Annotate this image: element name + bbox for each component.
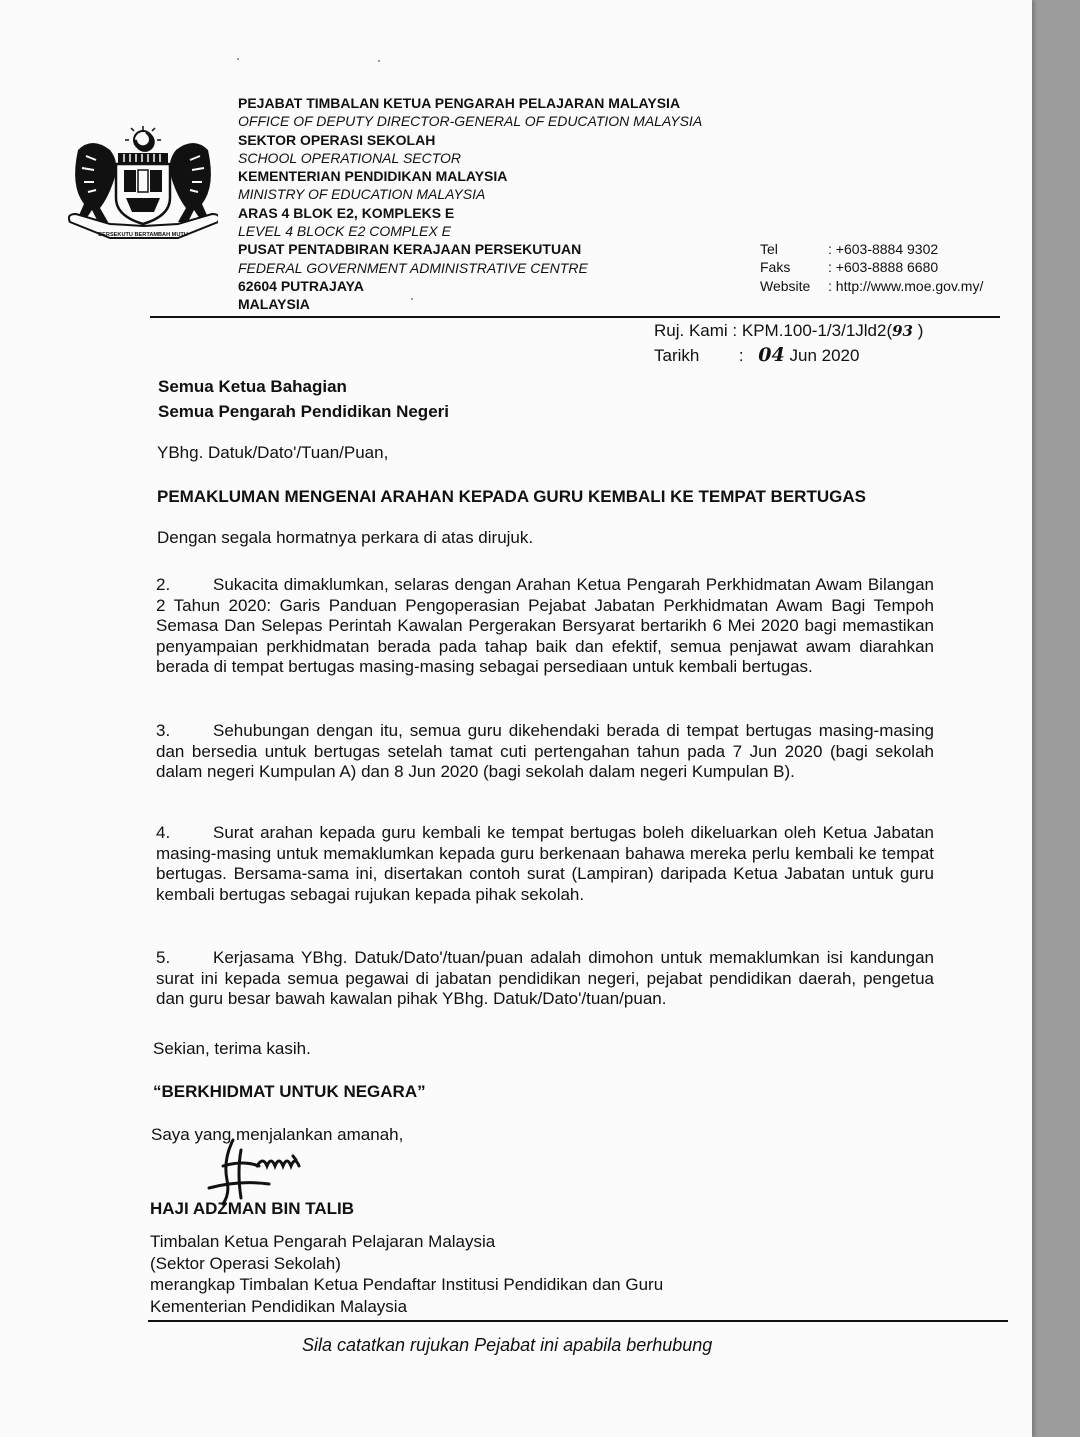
letterhead-line: ARAS 4 BLOK E2, KOMPLEKS E [238, 204, 455, 221]
date-month-year: Jun 2020 [789, 346, 860, 365]
tel-label: Tel [760, 241, 778, 257]
signatory-title: Kementerian Pendidikan Malaysia [150, 1296, 408, 1316]
signatory-name: HAJI ADZMAN BIN TALIB [150, 1199, 354, 1218]
sign-off: Saya yang menjalankan amanah, [151, 1125, 404, 1144]
fax-label: Faks [760, 259, 791, 276]
paragraph-text: Surat arahan kepada guru kembali ke tempat bertugas boleh dikeluarkan oleh Ketua Jabatan masing-masing untuk memaklumkan kepada guru berkenaan bahawa mereka perlu kembali ke tempat bertugas. Bersama-sama ini, disertakan contoh surat (Lampiran) daripada Ketua Jabatan untuk guru kembali bertugas sebagai rujukan kepada pihak sekolah. [156, 823, 934, 904]
letterhead-line: PEJABAT TIMBALAN KETUA PENGARAH PELAJARAN MALAYSIA [238, 95, 681, 111]
paragraph-text: Sukacita dimaklumkan, selaras dengan Arahan Ketua Pengarah Perkhidmatan Awam Bilangan 2 Tahun 2020: Garis Panduan Pengoperasian Pejabat Jabatan Perkhidmatan Awam Bagi Tempoh Semasa Dan Selepas Perintah Kawalan Pergerakan Bersyarat bertarikh 6 Mei 2020 bagi memastikan penyampaian perkhidmatan berada pada tahap baik dan efektif, semua penjawat awam diarahkan berada di tempat bertugas masing-masing sebagai persediaan untuk kembali bertugas. [156, 575, 934, 677]
contact-labels [760, 240, 810, 295]
recipients [158, 374, 449, 424]
ref-value: KPM.100-1/3/1Jld2( [741, 321, 893, 340]
fax-value: : +603-8888 6680 [828, 259, 939, 276]
letterhead-line: OFFICE OF DEPUTY DIRECTOR-GENERAL OF EDUCATION MALAYSIA [238, 113, 703, 130]
footer-divider [148, 1320, 1008, 1322]
letterhead-line: KEMENTERIAN PENDIDIKAN MALAYSIA [238, 168, 508, 185]
date-colon: : [738, 346, 744, 365]
scan-speck [237, 58, 239, 60]
opening-line: Dengan segala hormatnya perkara di atas dirujuk. [157, 528, 534, 547]
salutation: YBhg. Datuk/Dato'/Tuan/Puan, [157, 443, 389, 462]
paragraph-5 [156, 948, 934, 1010]
paragraph-number: 3. [156, 721, 171, 740]
signatory-title: Timbalan Ketua Pengarah Pelajaran Malaysia [150, 1232, 496, 1251]
letterhead-line: MINISTRY OF EDUCATION MALAYSIA [238, 186, 486, 203]
paragraph-number: 5. [156, 948, 171, 967]
contact-values [828, 240, 983, 295]
footer-note: Sila catatkan rujukan Pejabat ini apabila berhubung [302, 1335, 713, 1355]
date-day-handwritten: 04 [758, 344, 785, 366]
letterhead-line: SCHOOL OPERATIONAL SECTOR [238, 149, 462, 166]
paragraph-text: Sehubungan dengan itu, semua guru dikehendaki berada di tempat bertugas masing-masing dan bersedia untuk bertugas setelah tamat cuti pertengahan tahun pada 7 Jun 2020 (bagi sekolah dalam negeri Kumpulan A) dan 8 Jun 2020 (bagi sekolah dalam negeri Kumpulan B). [156, 721, 934, 782]
paragraph-4 [156, 823, 934, 905]
letterhead-line: MALAYSIA [238, 296, 310, 313]
signatory-titles [150, 1231, 663, 1317]
signatory-title: merangkap Timbalan Ketua Pendaftar Institusi Pendidikan dan Guru [150, 1275, 664, 1294]
handwritten-signature-icon [205, 1136, 325, 1206]
malaysia-coat-of-arms-icon [68, 126, 218, 248]
letterhead-line: FEDERAL GOVERNMENT ADMINISTRATIVE CENTRE [238, 259, 588, 276]
ref-handwritten-number: 93 [892, 322, 913, 340]
scan-speck [378, 60, 380, 62]
website-value: : http://www.moe.gov.my/ [828, 277, 984, 294]
header-divider [150, 316, 1000, 318]
recipient: Semua Ketua Bahagian [158, 377, 347, 396]
letterhead-line: SEKTOR OPERASI SEKOLAH [238, 131, 436, 148]
date-label: Tarikh [654, 346, 700, 365]
signatory-title: (Sektor Operasi Sekolah) [150, 1253, 341, 1273]
crest-motto: BERSEKUTU BERTAMBAH MUTU [98, 232, 188, 238]
closing-line: Sekian, terima kasih. [153, 1039, 311, 1058]
recipient: Semua Pengarah Pendidikan Negeri [158, 402, 449, 421]
ref-label: Ruj. Kami : [654, 321, 738, 340]
ref-close: ) [917, 321, 924, 340]
paragraph-text: Kerjasama YBhg. Datuk/Dato'/tuan/puan adalah dimohon untuk memaklumkan isi kandungan surat ini kepada semua pegawai di jabatan pendidikan negeri, pejabat pendidikan daerah, pengetua dan guru besar bawah kawalan pihak YBhg. Datuk/Dato'/tuan/puan. [156, 948, 934, 1009]
tel-value: : +603-8884 9302 [828, 241, 939, 257]
paragraph-number: 2. [156, 575, 171, 594]
paragraph-number: 4. [156, 823, 171, 842]
paragraph-3 [156, 721, 934, 783]
date-line [654, 344, 859, 366]
motto: “BERKHIDMAT UNTUK NEGARA” [153, 1082, 426, 1101]
letter-subject: PEMAKLUMAN MENGENAI ARAHAN KEPADA GURU KEMBALI KE TEMPAT BERTUGAS [157, 487, 866, 506]
letterhead-line: PUSAT PENTADBIRAN KERAJAAN PERSEKUTUAN [238, 241, 582, 258]
reference-line [654, 321, 923, 341]
letterhead-line: LEVEL 4 BLOCK E2 COMPLEX E [238, 223, 451, 240]
paragraph-2 [156, 575, 934, 678]
website-label: Website [760, 277, 811, 294]
letterhead-line: 62604 PUTRAJAYA [238, 277, 364, 294]
letterhead [238, 94, 702, 314]
